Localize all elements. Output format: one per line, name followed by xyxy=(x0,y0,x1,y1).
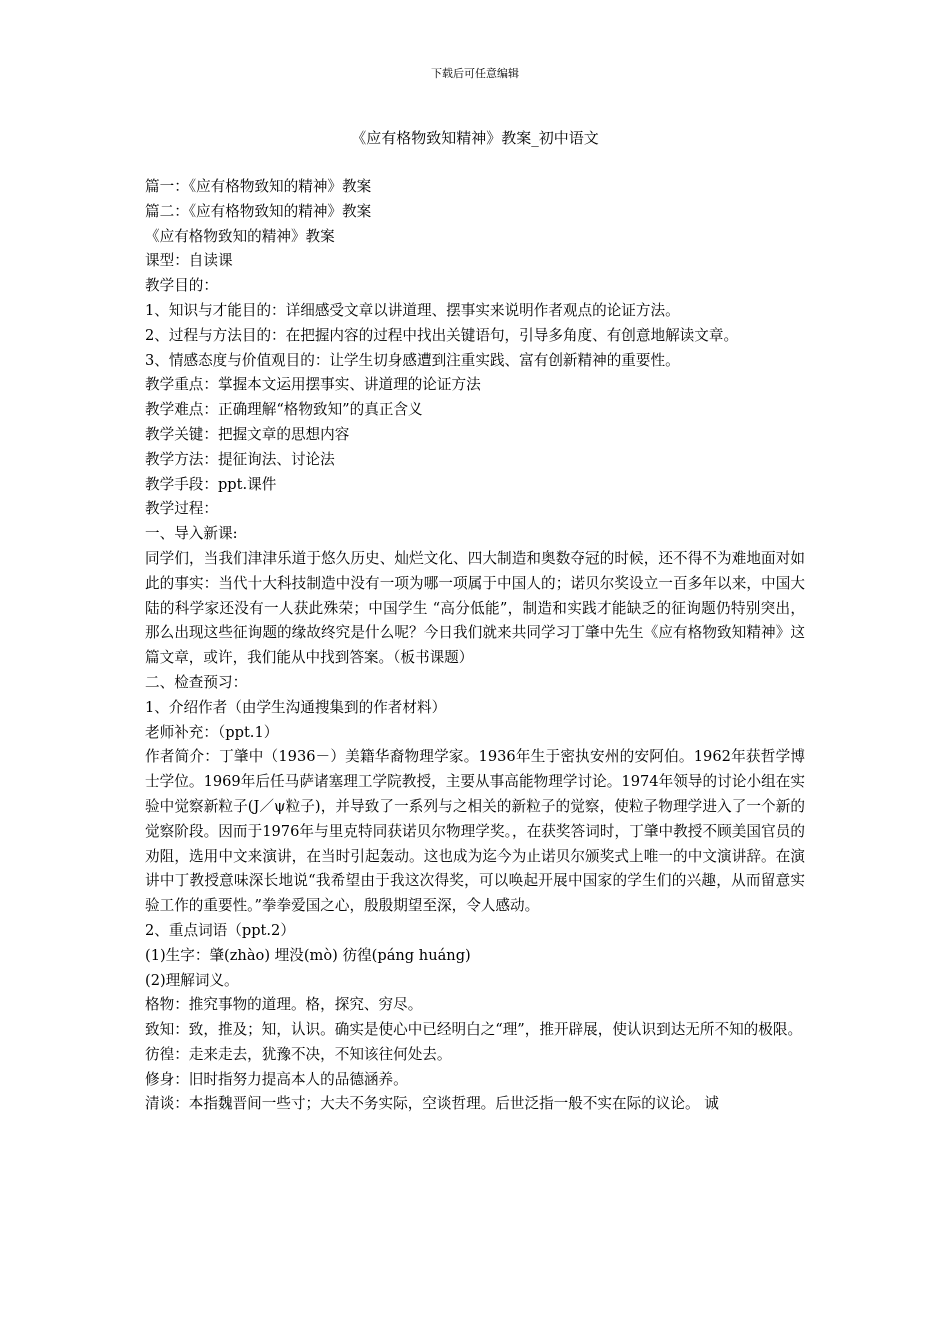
text-line: 教学关键：把握文章的思想内容 xyxy=(145,425,350,443)
text-line: 彷徨：走来走去，犹豫不决，不知该往何处去。 xyxy=(145,1045,452,1063)
text-line: (1)生字：肇(zhào) 埋没(mò) 彷徨(páng huáng) xyxy=(145,946,471,964)
text-line: 《应有格物致知的精神》教案 xyxy=(145,227,335,245)
text-line: 教学难点：正确理解“格物致知”的真正含义 xyxy=(145,401,423,419)
text-paragraph: 同学们，当我们津津乐道于悠久历史、灿烂文化、四大制造和奥数夺冠的时候，还不得不为难地面对如此的事实：当代十大科技制造中没有一项为哪一项属于中国人的；诺贝尔奖设立一百多年以来，中国大陆的科学家还没有一人获此殊荣；中国学生 “高分低能”，制造和实践才能缺乏的征询题仍特别突出，那么出现这些征询题的缘故终究是什么呢？今日我们就来共同学习丁肇中先生《应有格物致知精神》这篇文章，或许，我们能从中找到答案。（板书课题） xyxy=(145,549,805,667)
document-title: 《应有格物致知精神》教案_初中语文 xyxy=(351,129,599,147)
text-line: 教学手段：ppt.课件 xyxy=(145,475,277,493)
text-line: 课型：自读课 xyxy=(145,252,233,270)
page-header: 下载后可任意编辑 xyxy=(431,67,519,80)
text-line: 一、导入新课: xyxy=(145,525,238,543)
text-line: (2)理解词义。 xyxy=(145,971,239,989)
document-body xyxy=(145,175,805,1117)
text-line: 二、检查预习： xyxy=(145,673,248,691)
text-paragraph: 致知：致，推及；知，认识。确实是使心中已经明白之“理”，推开辟展，使认识到达无所不知的极限。 xyxy=(145,1021,803,1039)
text-line: 篇一：《应有格物致知的精神》教案 xyxy=(145,178,372,195)
text-line: 篇二：《应有格物致知的精神》教案 xyxy=(145,202,372,220)
text-line: 2、重点词语（ppt.2） xyxy=(145,921,295,939)
text-line: 教学重点：掌握本文运用摆事实、讲道理的论证方法 xyxy=(145,376,481,394)
text-line: 教学过程： xyxy=(145,500,218,518)
text-line: 格物：推究事物的道理。格，探究、穷尽。 xyxy=(145,996,423,1014)
text-line: 2、过程与方法目的：在把握内容的过程中找出关键语句，引导多角度、有创意地解读文章。 xyxy=(145,326,739,344)
text-line: 教学方法：提征询法、讨论法 xyxy=(145,450,335,468)
text-paragraph: 作者简介：丁肇中（1936－）美籍华裔物理学家。1936年生于密执安州的安阿伯。1962年获哲学博士学位。1969年后任马萨诸塞理工学院教授，主要从事高能物理学讨论。1974年领导的讨论小组在实验中觉察新粒子(J／ψ粒子)，并导致了一系列与之相关的新粒子的觉察，使粒子物理学进入了一个新的觉察阶段。因而于1976年与里克特同获诺贝尔物理学奖。，在获奖答词时，丁肇中教授不顾美国官员的劝阻，选用中文来演讲，在当时引起轰动。这也成为迄今为止诺贝尔颁奖式上唯一的中文演讲辞。在演讲中丁教授意味深长地说“我希望由于我这次得奖，可以唤起开展中国家的学生们的兴趣，从而留意实验工作的重要性。”拳拳爱国之心，殷殷期望至深，令人感动。 xyxy=(145,748,805,915)
text-line: 修身：旧时指努力提高本人的品德涵养。 xyxy=(145,1070,408,1088)
text-line: 教学目的： xyxy=(145,277,218,295)
text-line: 清谈：本指魏晋间一些寸；大夫不务实际，空谈哲理。后世泛指一般不实在际的议论。 诚 xyxy=(145,1095,719,1113)
text-line: 1、知识与才能目的：详细感受文章以讲道理、摆事实来说明作者观点的论证方法。 xyxy=(145,301,680,319)
text-line: 3、情感态度与价值观目的：让学生切身感遭到注重实践、富有创新精神的重要性。 xyxy=(145,351,680,369)
text-line: 1、介绍作者（由学生沟通搜集到的作者材料） xyxy=(145,698,447,716)
text-line: 老师补充：（ppt.1） xyxy=(145,723,279,741)
